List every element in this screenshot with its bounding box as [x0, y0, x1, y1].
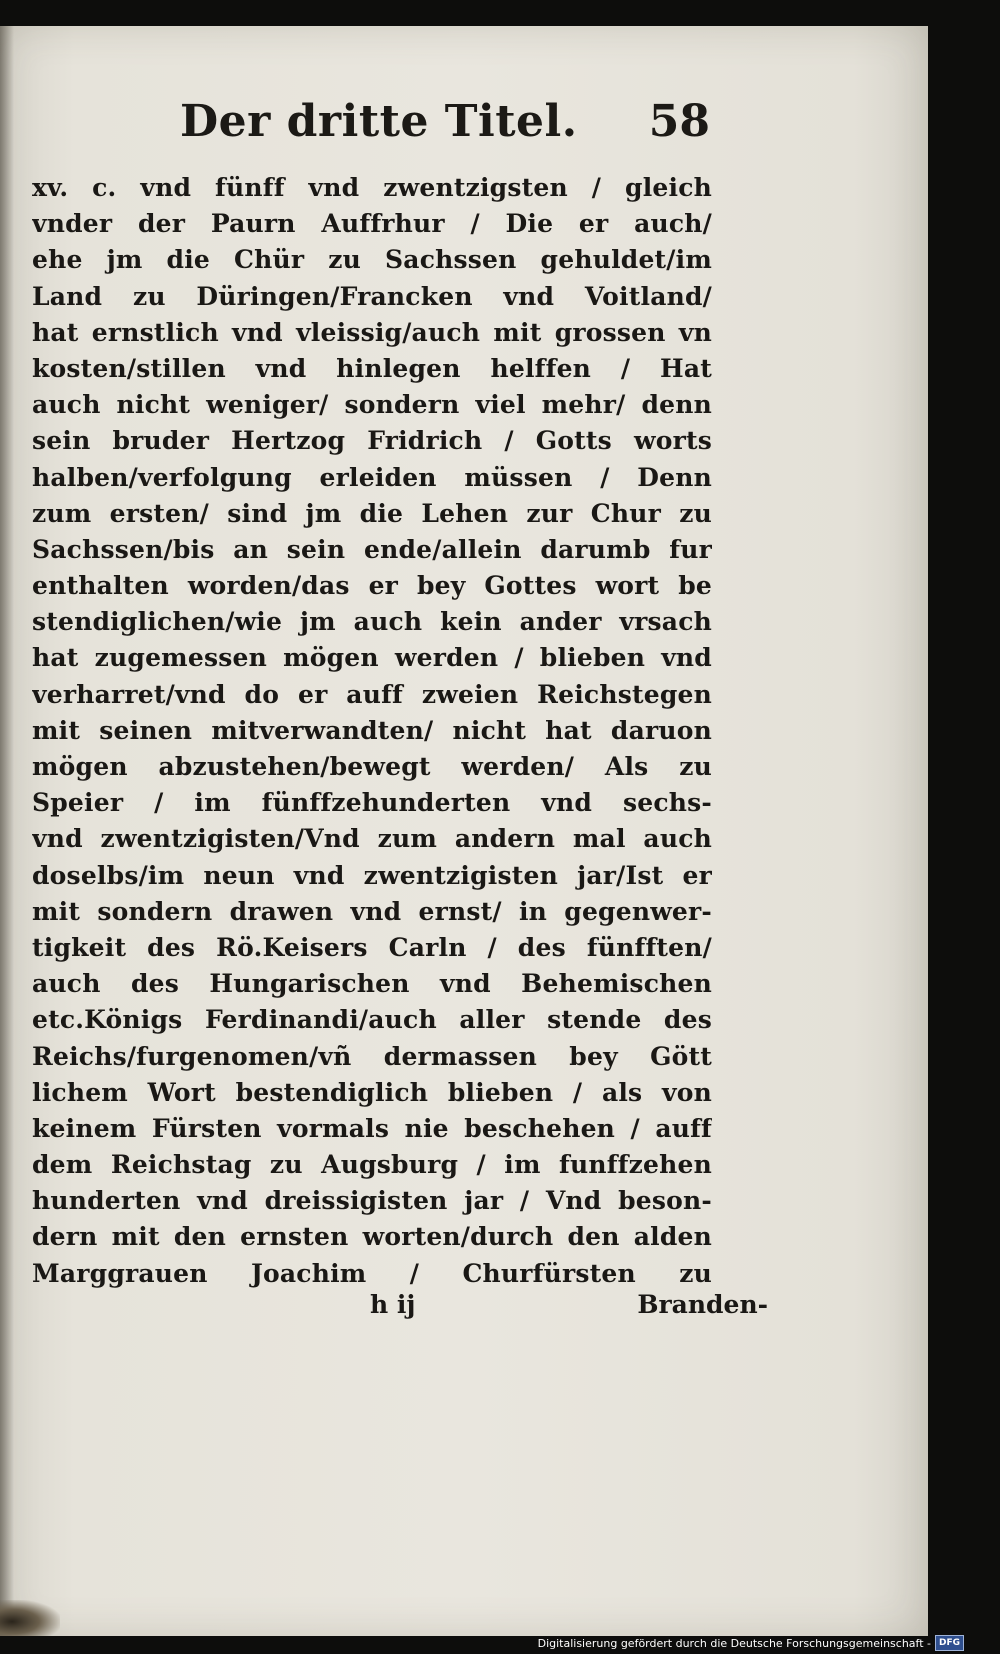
funding-credit: [538, 1634, 964, 1652]
text-line: mögen abzustehen/bewegt werden/ Als zu: [32, 752, 712, 781]
text-line: mit sondern drawen vnd ernst/ in gegenwer-: [32, 896, 712, 926]
text-line: Reichs/furgenomen/vñ dermassen bey Gött: [32, 1041, 712, 1071]
text-line: tigkeit des Rö.Keisers Carln / des fünfften/: [32, 932, 712, 962]
page-damage: [0, 1600, 60, 1636]
text-line: Speier / im fünffzehunderten vnd sechs-: [32, 788, 712, 818]
text-line: hat ernstlich vnd vleissig/auch mit grossen vn: [32, 317, 712, 347]
text-line: dern mit den ernsten worten/durch den alden: [32, 1222, 712, 1252]
running-head: Der dritte Titel.: [180, 96, 578, 147]
text-line: vnder der Paurn Auffrhur / Die er auch/: [32, 209, 712, 239]
gutter-shadow: [0, 26, 14, 1636]
body-text: [32, 170, 712, 1292]
text-line: auch nicht weniger/ sondern viel mehr/ denn: [32, 390, 712, 420]
text-line: lichem Wort bestendiglich blieben / als von: [32, 1077, 712, 1107]
text-line: kosten/stillen vnd hinlegen helffen / Hat: [32, 353, 712, 383]
text-line: keinem Fürsten vormals nie beschehen / auff: [32, 1113, 712, 1143]
text-line: Sachssen/bis an sein ende/allein darumb fur: [32, 534, 712, 564]
text-line: vnd zwentzigisten/Vnd zum andern mal auch: [32, 824, 712, 854]
funding-credit-text: Digitalisierung gefördert durch die Deutsche Forschungsgemeinschaft -: [537, 1636, 931, 1650]
text-line: sein bruder Hertzog Fridrich / Gotts worts: [32, 426, 712, 456]
signature-mark: h ij: [370, 1290, 416, 1319]
text-line: halben/verfolgung erleiden müssen / Denn: [32, 462, 712, 492]
text-line: Land zu Düringen/Francken vnd Voitland/: [32, 281, 712, 311]
text-line: verharret/vnd do er auff zweien Reichstegen: [32, 679, 712, 709]
text-line: enthalten worden/das er bey Gottes wort be: [32, 571, 712, 601]
text-line: stendiglichen/wie jm auch kein ander vrsach: [32, 607, 712, 637]
text-line: Marggrauen Joachim / Churfürsten zu: [32, 1258, 712, 1288]
text-line: hunderten vnd dreissigisten jar / Vnd beson-: [32, 1186, 712, 1216]
catchword: Branden-: [637, 1290, 768, 1319]
page-header: [180, 96, 710, 152]
text-line: zum ersten/ sind jm die Lehen zur Chur zu: [32, 498, 712, 528]
page-number: 58: [648, 96, 710, 147]
text-line: doselbs/im neun vnd zwentzigisten jar/Ist er: [32, 860, 712, 890]
text-line: xv. c. vnd fünff vnd zwentzigsten / gleich: [32, 173, 712, 202]
text-line: auch des Hungarischen vnd Behemischen: [32, 969, 712, 999]
dfg-logo: DFG: [935, 1635, 964, 1651]
text-line: etc.Königs Ferdinandi/auch aller stende des: [32, 1005, 712, 1035]
text-line: hat zugemessen mögen werden / blieben vnd: [32, 643, 712, 673]
text-line: dem Reichstag zu Augsburg / im funffzehen: [32, 1150, 712, 1180]
text-line: ehe jm die Chür zu Sachssen gehuldet/im: [32, 245, 712, 275]
text-line: mit seinen mitverwandten/ nicht hat daruon: [32, 715, 712, 745]
